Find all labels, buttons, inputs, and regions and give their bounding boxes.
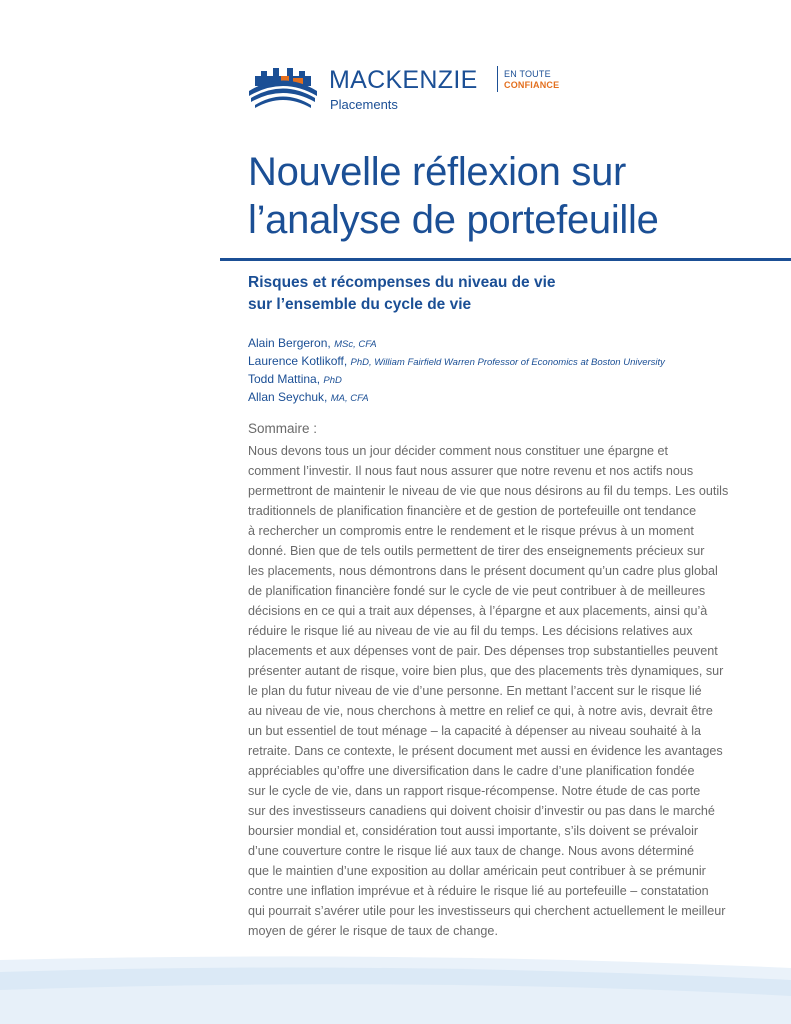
author-entry [248,389,768,407]
subtitle-line-1: Risques et récompenses du niveau de vie [248,274,556,291]
summary-line: un but essentiel de tout ménage – la capacité à dépenser au niveau souhaité à la [248,724,701,738]
author-list [248,335,768,407]
author-name: Allan Seychuk, [248,390,328,404]
author-entry [248,353,768,371]
author-name: Alain Bergeron, [248,336,331,350]
summary-line: moyen de gérer le risque de taux de change. [248,924,498,938]
mackenzie-castle-icon [247,64,319,110]
title-line-1: Nouvelle réflexion sur [248,150,627,194]
summary-line: traditionnels de planification financière et de gestion de portefeuille ont tendance [248,504,697,518]
summary-line: à rechercher un compromis entre le rendement et le risque prévus à un moment [248,524,694,538]
author-name: Todd Mattina, [248,372,321,386]
summary-line: d’une couverture contre le risque lié aux taux de change. Nous avons déterminé [248,844,694,858]
summary-line: retraite. Dans ce contexte, le présent document met aussi en évidence les avantages [248,744,723,758]
document-subtitle [248,272,768,316]
decorative-wave-band [0,950,791,1024]
author-credentials: PhD, William Fairfield Warren Professor of Economics at Boston University [350,357,665,368]
summary-line: réduire le risque lié au niveau de vie au fil du temps. Les décisions relatives aux [248,624,693,638]
title-line-2: l’analyse de portefeuille [248,198,659,242]
summary-line: qui pourrait s’avérer utile pour les investisseurs qui cherchent actuellement le meilleur [248,904,726,918]
summary-line: le plan du futur niveau de vie d’une personne. En mettant l’accent sur le risque lié [248,684,702,698]
mackenzie-logo [247,64,587,114]
brand-divider [497,66,498,92]
brand-subtitle: Placements [330,97,398,112]
brand-tagline-line2: CONFIANCE [504,80,560,90]
author-credentials: MSc, CFA [334,339,377,350]
summary-line: permettront de maintenir le niveau de vie que nous désirons au fil du temps. Les outils [248,484,729,498]
summary-line: placements et aux dépenses vont de pair. Des dépenses trop substantielles peuvent [248,644,718,658]
summary-line: présenter autant de risque, voire bien plus, que des placements très dynamiques, sur [248,664,724,678]
summary-line: que le maintien d’une exposition au dollar américain peut contribuer à se prémunir [248,864,706,878]
document-title [248,148,768,244]
author-credentials: PhD [323,375,342,386]
summary-line: sur des investisseurs canadiens qui doivent choisir d’investir ou pas dans le marché [248,804,715,818]
summary-line: boursier mondial et, considération tout aussi importante, s’ils doivent se prévaloir [248,824,699,838]
subtitle-line-2: sur l’ensemble du cycle de vie [248,296,472,313]
summary-line: donné. Bien que de tels outils permettent de tirer des enseignements précieux sur [248,544,705,558]
brand-tagline-line1: EN TOUTE [504,69,551,79]
summary-line: comment l’investir. Il nous faut nous assurer que notre revenu et nos actifs nous [248,464,694,478]
summary-line: Nous devons tous un jour décider comment nous constituer une épargne et [248,444,669,458]
summary-line: contre une inflation imprévue et à réduire le risque lié au portefeuille – constatation [248,884,709,898]
summary-line: décisions en ce qui a trait aux dépenses, à l’épargne et aux placements, ainsi qu’à [248,604,708,618]
summary-paragraph [248,441,748,941]
author-credentials: MA, CFA [330,393,369,404]
title-divider-rule [220,258,791,261]
author-entry [248,335,768,353]
author-name: Laurence Kotlikoff, [248,354,348,368]
summary-heading: Sommaire : [248,421,318,436]
summary-line: les placements, nous démontrons dans le présent document qu’un cadre plus global [248,564,718,578]
summary-line: sur le cycle de vie, dans un rapport risque-récompense. Notre étude de cas porte [248,784,701,798]
brand-name: MACKENZIE [329,66,478,94]
author-entry [248,371,768,389]
summary-line: au niveau de vie, nous cherchons à mettre en relief ce qui, à notre avis, devrait être [248,704,713,718]
summary-line: de planification financière fondé sur le cycle de vie peut contribuer à de meilleures [248,584,706,598]
summary-line: appréciables qu’offre une diversification dans le cadre d’une planification fondée [248,764,695,778]
